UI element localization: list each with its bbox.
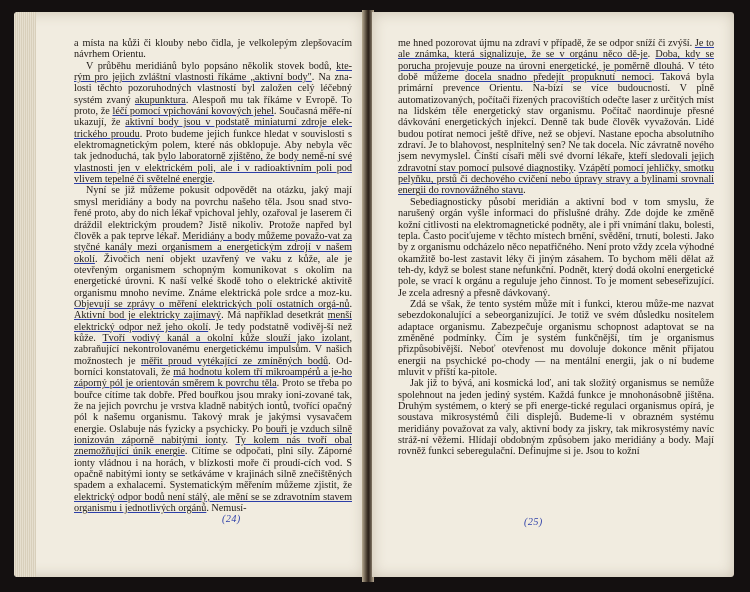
underlined-phrase: bouři je vzduch silně ionizován záporně nabitými ionty [74,423,353,447]
right-page [372,12,734,577]
left-page [14,12,364,577]
right-page-text [398,38,714,458]
text-run: . Proto se třeba po bouřce cítíme tak dobře. Před bouřkou jsou mraky ioni-zované tak, že na jejich povrchu je vrstva kladně nabitých iontů, tvořící opačný pól k našemu organismu. Takový mrak je jakýmsi vysavačem energie. Oslabuje nás fyzicky a psychicky. Po [74,378,352,435]
underlined-phrase: měřit proud vytékající ze zmíněných bodů [141,355,329,367]
underlined-phrase: kteří sledovali jejich zdravotní stav pomocí pulsové diagnostiky [398,151,715,174]
text-run: Nyní se již můžeme pokusit odpovědět na otázku, jaký mají smysl meridiány a body na povrchu našeho těla. Jsou snad stvo-řené proto, aby do nich lékař vpichoval jehly, ozařoval je laserem či dráždil elektrickým proudem? Jistě nikoliv. Protože napřed byl člověk a pak teprve lékař. [74,185,352,242]
underlined-phrase: Tvoří vodivý kanál a okolní kůže slouží jako izolant [102,332,350,344]
text-run: a místa na kůži či klouby nebo čidla, je velkolepým zlepšovacím návrhem Orientu. [74,38,352,61]
text-run: . [212,174,215,186]
text-run: . [647,49,656,61]
text-run: Zdá se však, že tento systém může mít i funkci, kterou může-me nazvat sebezdokonalující a sebeorganizující. Je totiž ve svém důsledku nositelem adaptace organismu. Zabezpečuje organismu schopnost adaptovat se na změněné podmínky. Čím je systém funkčnější, tím je organismus přizpůsobivější. Neboť otevřenost mu dovoluje dokonce měnit přijatou energii na psychické po-chody — na mentální energii, jak o ní budeme mluvit v příští ka-pitole. [398,298,714,378]
text-run: . Na zna-losti těchto pozoruhodných vlastností byl založen celý léčebný systém zvaný [74,72,352,106]
text-run: . Současná měře-ní ukazují, že [74,106,352,129]
paragraph [398,299,714,378]
underlined-phrase: Je to ale známka, která signalizuje, že se v orgánu něco dě-je [398,38,714,61]
text-run: . [225,435,236,447]
text-run: . Je tedy podstatně vodivěj-ší než kůže. [74,321,353,344]
text-run: . Proto budeme jejich funkce hledat v souvislosti s elektromagnetickým polem, které nás obklopuje. Aby nebyla věc tak jednoduchá, tak [74,128,352,163]
left-page-text [74,38,352,514]
underlined-phrase: Aktivní bod je elektricky zajímavý [74,310,222,322]
text-run: Jak již to bývá, ani kosmická loď, ani tak složitý organismus se nemůže spolehnout na jeden jediný systém. Každá funkce je mnohonásobně jištěna. Druhým systémem, o který se při energe-tické regulaci organismus opírá, je soustava mikrosystémů čili displejů. Budeme-li v obrazném systému meridiány považovat za valy, aktivní body za jiskry, tak mikrosystémy navíc stráž-ní věžemi. Hlídají obdobným způsobem jako meridiány a body. Mají rovněž funkci seberegulační. Definujme si je. Jsou to kožní [398,378,714,458]
paragraph [398,197,714,299]
text-run: . Cítíme se odpočati, plni síly. Záporné ionty vládnou i na horách, v blízkosti moře či proudí-cích vod. S opačně nabitými ionty se setkáváme v krajinách silně znečištěných spadem a exhalacemi. Systematickým měřením můžeme zjistit, že [74,446,352,492]
left-page-number: (24) [222,514,241,525]
underlined-phrase: bylo laboratorně zjištěno, že body nemě-ní své vlastnosti jen v elektrickém poli, ale i v radioaktivním poli pod vlivem tepelné či světelné energie [74,151,353,186]
underlined-phrase: Vzápětí pomocí jehličky, smotku pelyňku, prstů či dechového cvičení nebo úpravy stravy a bylinami srovnali energii do rovnovážného stavu [398,162,714,197]
underlined-phrase: má hodnotu kolem tří mikroampérů a je-ho záporný pól je orientován směrem k povrchu těla [74,366,352,390]
text-run: . Živočich není objekt uzavřený ve vaku z kůže, ale je otevřeným organismem schopným komunikovat s okolím na energetické úrovni. K naší velké škodě toho o elektrické aktivitě organismu mnoho nevíme. Známe elektrická pole srdce a moz-ku. [74,253,352,299]
paragraph [398,378,714,457]
text-run: Sebediagnosticky působí meridián a aktivní bod v tom smyslu, že narušený orgán vyšle informaci do příslušné dráhy. Zde dojde ke změně kožní citlivosti na elektromagnetické podněty, ale i při vnímání tlaku, bolesti, tepla. Často pociťujeme v těchto místech brnění, svědění, trnutí, bolesti. Jako by z organismu odcházelo něco nepatřičného. Není proto vždy zcela výhodné okamžitě bo-lest zastavit léky či jiným zásahem. To bychom měli dělat až teh-dy, když se bolest stane nefunkční. Podnět, který dodá okolní energetické pole, se vrací k orgánu a reguluje jeho činnost. To je moment sebeseřizující. Je zcela adresný a přesně dávkovaný. [398,196,714,299]
underlined-phrase: menší elektrický odpor než jeho okolí [74,310,352,333]
paragraph [398,38,714,197]
text-run: . Alespoň mu tak říkáme v Evropě. To proto, že [74,94,352,118]
right-page-number: (25) [524,517,543,528]
text-run: . Nemusí- [206,503,247,515]
text-run: . V této době můžeme [398,60,714,84]
text-run: me hned pozorovat újmu na zdraví v případě, že se odpor sníží či zvýší. [398,38,695,49]
paragraph [74,61,352,186]
text-run: V průběhu meridiánů bylo popsáno několik stovek bodů, [86,60,337,72]
text-run: . [349,298,352,310]
underlined-phrase: Doba, kdy se porucha projevuje pouze na úrovni energetické, je poměrně dlouhá [398,49,714,72]
underlined-phrase: kte-rým pro jejich zvláštní vlastnosti říkáme „aktivní body" [74,60,352,84]
paragraph [74,38,352,61]
underlined-phrase: léčí pomocí vpichování kovových jehel [112,106,274,118]
underlined-phrase: Meridiány a body můžeme považo-vat za styčné kanály mezi organismem a energetickým zdrojí v našem okolí [74,230,353,265]
paragraph [74,185,352,514]
underlined-phrase: docela snadno předejít propuknutí nemoci [464,72,652,84]
text-run: . [523,185,526,197]
page-edge-stack [14,12,36,577]
underlined-phrase: Ty kolem nás tvoří obal znemožňující únik energie [74,435,352,458]
underlined-phrase: elektrický odpor bodů není stálý, ale mění se se zdravotním stavem organismu i jednotlivých orgánů [74,491,352,515]
text-run: . Má například desetkrát [221,310,328,322]
text-run: . [573,162,579,174]
text-run: . Od-borníci konstatovali, že [74,355,353,378]
underlined-phrase: Objevují se zprávy o měření elektrických polí ostatních orgá-nů [74,298,350,310]
text-run: , zabraňující nekontrolovanému energetickému impulsům. V našich možnostech je [74,332,353,367]
text-run: . Taková byla primární prevence Orientu. Na-bízí se více budoucností. V plně automatizovaných, počítači řízených pracovištích odečte laser z určitých míst na lidském těle energetický stav organismu. Počítač naordinuje přesné dávkování energetických injekcí. Denně tak bude člověk vyvažován. Lidé budou potírat nemoci ještě dříve, než se objeví. Nastane epocha absolutního zdraví. Je to blahovost, nesplnitelný sen? Ne tak docela. Nic závratně nového jsem nevymyslel. Čínští císaři měli své dvorní lékaře, [398,72,714,163]
underlined-phrase: akupunktura [134,94,186,106]
underlined-phrase: aktivní body jsou v podstatě miniaturní zdroje elek-trického proudu [74,117,353,140]
